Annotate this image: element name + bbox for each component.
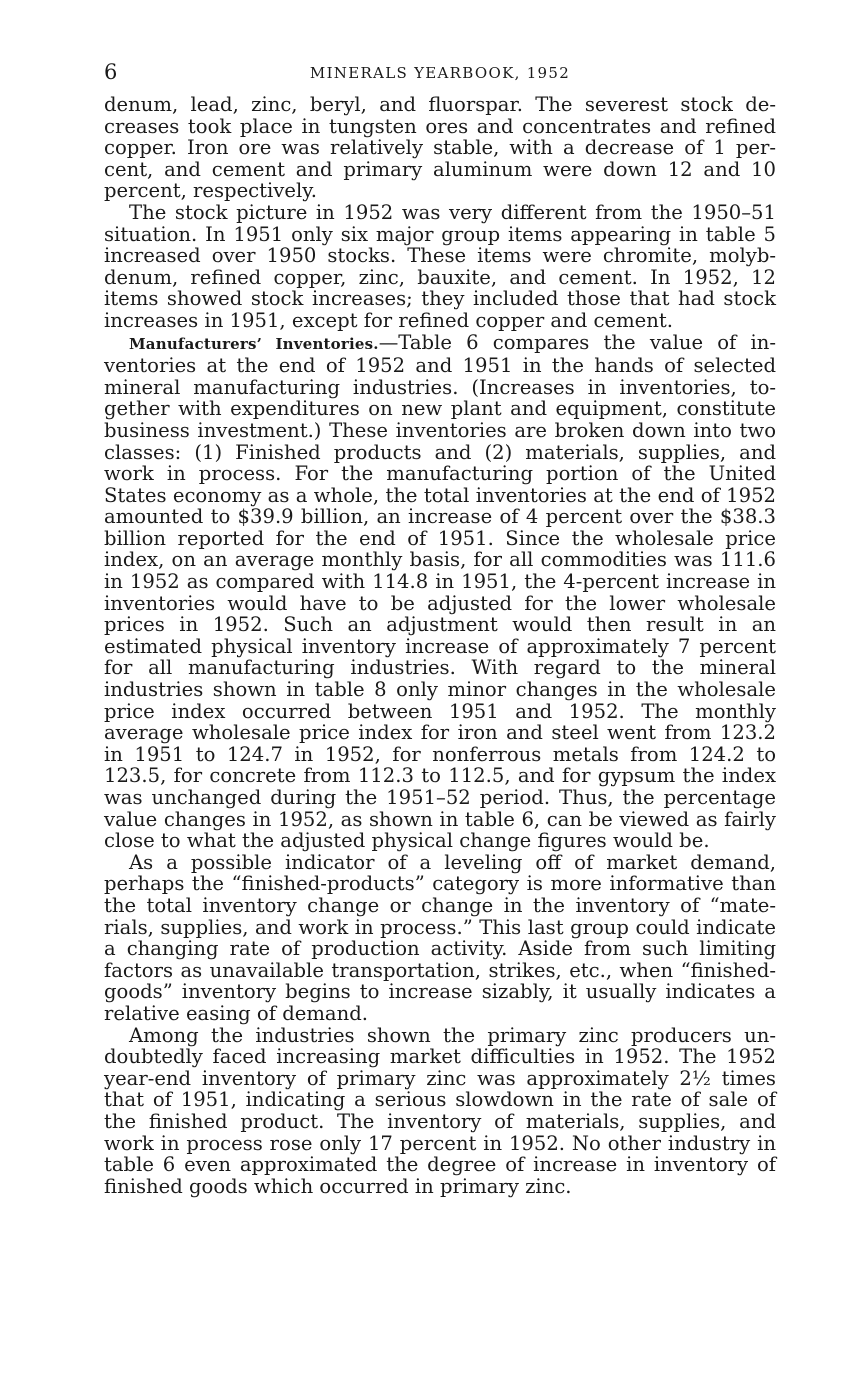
document-page (104, 58, 776, 1197)
body-text (104, 94, 776, 1197)
page-number: 6 (104, 60, 118, 84)
paragraph-primary-zinc: Among the industries shown the primary zinc producers undoubtedly faced increasing market difficulties in 1952. The 1952 year-end inventory of primary zinc was approximately 2½ times that of 1951, indicating a serious slowdown in the rate of sale of the finished product. The inventory of materials, supplies, and work in process rose only 17 percent in 1952. No other industry in table 6 even approximated the degree of increase in inventory of finished goods which occurred in primary zinc. (104, 1023, 776, 1198)
paragraph-market-demand: As a possible indicator of a leveling off of market demand, perhaps the “finished-products” category is more informative than the total inventory change or change in the inventory of “materials, supplies, and work in process.” This last group could indicate a changing rate of production activity. Aside from such limiting factors as unavailable transportation, strikes, etc., when “finished-goods” inventory begins to increase sizably, it usually indicates a relative easing of demand. (104, 850, 776, 1025)
paragraph-manufacturers-inventories (104, 332, 776, 852)
paragraph-manufacturers-inventories-text: —Table 6 compares the value of inventories at the end of 1952 and 1951 in the hands of selected mineral manufacturing industries. (Increases in inventories, together with expenditures on new plant and equipment, constitute business investment.) These inventories are broken down into two classes: (1) Finished products and (2) materials, supplies, and work in process. For the manufacturing portion of the United States economy as a whole, the total inventories at the end of 1952 amounted to $39.9 billion, an increase of 4 percent over the $38.3 billion reported for the end of 1951. Since the wholesale price index, on an average monthly basis, for all commodities was 111.6 in 1952 as compared with 114.8 in 1951, the 4-percent increase in inventories would have to be adjusted for the lower wholesale prices in 1952. Such an adjustment would then result in an estimated physical inventory increase of approximately 7 percent for all manufacturing industries. With regard to the mineral industries shown in table 8 only minor changes in the wholesale price index occurred between 1951 and 1952. The monthly average wholesale price index for iron and steel went from 123.2 in 1951 to 124.7 in 1952, for nonferrous metals from 124.2 to 123.5, for concrete from 112.3 to 112.5, and for gypsum the index was unchanged during the 1951–52 period. Thus, the percentage value changes in 1952, as shown in table 6, can be viewed as fairly close to what the adjusted physical change figures would be. (104, 330, 776, 853)
page-header (104, 58, 776, 88)
section-sidehead: Manufacturers’ Inventories. (129, 334, 379, 353)
paragraph-continued: denum, lead, zinc, beryl, and fluorspar. The severest stock decreases took place in tungsten ores and concentrates and refined copper. Iron ore was relatively stable, with a decrease of 1 percent, and cement and primary aluminum were down 12 and 10 percent, respectively. (104, 93, 776, 203)
running-title: MINERALS YEARBOOK, 1952 (309, 64, 571, 82)
paragraph-stock-picture: The stock picture in 1952 was very different from the 1950–51 situation. In 1951 only six major group items appearing in table 5 increased over 1950 stocks. These items were chromite, molybdenum, refined copper, zinc, bauxite, and cement. In 1952, 12 items showed stock increases; they included those that had stock increases in 1951, except for refined copper and cement. (104, 200, 776, 332)
